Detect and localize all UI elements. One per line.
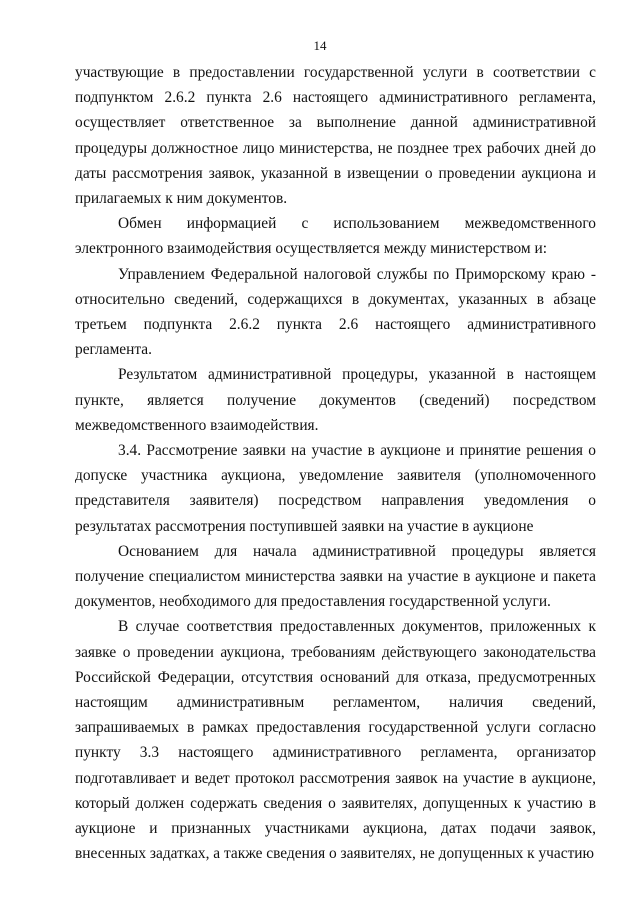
page-number: 14 [313,38,327,53]
paragraph-compliance-case: В случае соответствия предоставленных документов, приложенных к заявке о проведении аукциона, требованиям действующего законодательства Российской Федерации, отсутствия оснований для отказа, предусмотренных настоящим административным регламентом, наличия сведений, запрашиваемых в рамках предоставления государственной услуги согласно пункту 3.3 настоящего административного регламента, организатор подготавливает и ведет протокол рассмотрения заявок на участие в аукционе, который должен содержать сведения о заявителях, допущенных к участию в аукционе и признанных участниками аукциона, датах подачи заявок, внесенных задатках, а также сведения о заявителях, не допущенных к участию [75,618,596,863]
paragraph-procedure-result: Результатом административной процедуры, указанной в настоящем пункте, является получение документов (сведений) посредством межведомственного взаимодействия. [75,366,596,434]
document-body [75,60,596,867]
paragraph-interagency-exchange: Обмен информацией с использованием межведомственного электронного взаимодействия осуществляется между министерством и: [75,215,596,258]
paragraph-continuation: участвующие в предоставлении государственной услуги в соответствии с подпунктом 2.6.2 пункта 2.6 настоящего административного регламента, осуществляет ответственное за выполнение данной административной процедуры должностное лицо министерства, не позднее трех рабочих дней до даты рассмотрения заявок, указанной в извещении о проведении аукциона и прилагаемых к ним документов. [75,64,596,208]
section-heading-3-4: 3.4. Рассмотрение заявки на участие в аукционе и принятие решения о допуске участника аукциона, уведомление заявителя (уполномоченного представителя заявителя) посредством направления уведомления о результатах рассмотрения поступившей заявки на участие в аукционе [75,442,596,535]
paragraph-procedure-basis: Основанием для начала административной процедуры является получение специалистом министерства заявки на участие в аукционе и пакета документов, необходимого для предоставления государственной услуги. [75,542,596,611]
paragraph-tax-service: Управлением Федеральной налоговой службы по Приморскому краю - относительно сведений, содержащихся в документах, указанных в абзаце третьем подпункта 2.6.2 пункта 2.6 настоящего административного регламента. [75,265,596,359]
